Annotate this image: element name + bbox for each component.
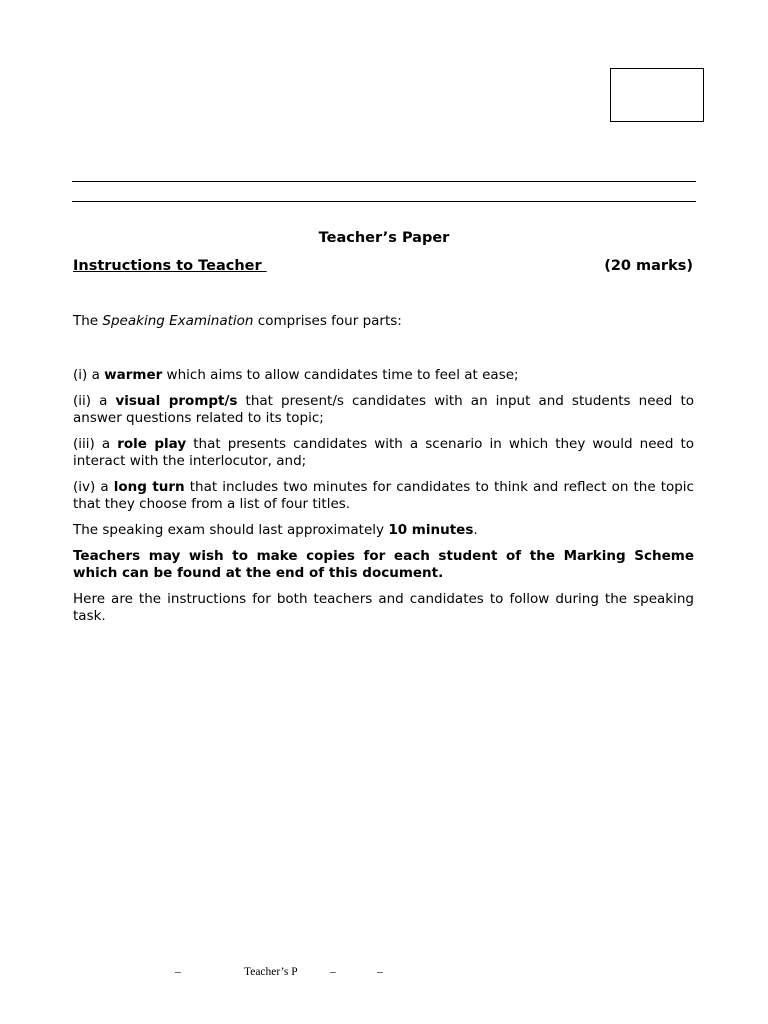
part-item-role-play [73,436,694,470]
footer-dash: – [330,966,336,978]
intro-text-pre: The [73,313,103,329]
part-item-term: visual prompt/s [115,393,238,409]
marks-label: (20 marks) [604,258,693,274]
duration-text-post: . [473,522,478,538]
part-item-term: long turn [113,479,185,495]
part-item-prefix: (iii) a [73,436,118,452]
intro-emphasis: Speaking Examination [102,313,254,329]
part-item-description: that includes two minutes for candidates to think and reflect on the topic that they choose from a list of four titles. [73,479,694,512]
second-rule-line [72,201,696,202]
part-item-term: role play [117,436,187,452]
document-body [73,313,694,625]
marking-scheme-note [73,548,694,582]
footer-dash: – [175,966,181,978]
paper-title: Teacher’s Paper [318,230,450,246]
part-item-description: that present/s candidates with an input and students need to answer questions related to its topic; [73,393,694,426]
footer-text: Teacher’s P [244,966,298,978]
instructions-heading: Instructions to Teacher [73,258,267,274]
part-item-warmer [73,367,694,384]
marking-scheme-note-text: Teachers may wish to make copies for each student of the Marking Scheme which can be found at the end of this document. [73,548,694,581]
footer-dash: – [377,966,383,978]
part-item-description: that presents candidates with a scenario in which they would need to interact with the interlocutor, and; [73,436,695,469]
part-item-prefix: (iv) a [73,479,114,495]
intro-paragraph [73,313,694,330]
blank-corner-box [610,68,704,122]
part-item-description: which aims to allow candidates time to feel at ease; [162,367,519,383]
duration-text-pre: The speaking exam should last approximately [73,522,389,538]
duration-value: 10 minutes [388,522,474,538]
instructions-heading-row [73,258,693,274]
part-item-prefix: (ii) a [73,393,116,409]
part-item-visual-prompt [73,393,694,427]
page-footer [0,966,768,982]
closing-paragraph: Here are the instructions for both teachers and candidates to follow during the speaking task. [73,591,694,624]
intro-text-post: comprises four parts: [253,313,402,329]
part-item-term: warmer [104,367,163,383]
part-item-prefix: (i) a [73,367,105,383]
part-item-long-turn [73,479,694,513]
top-rule-line [72,181,696,182]
duration-paragraph [73,522,694,539]
